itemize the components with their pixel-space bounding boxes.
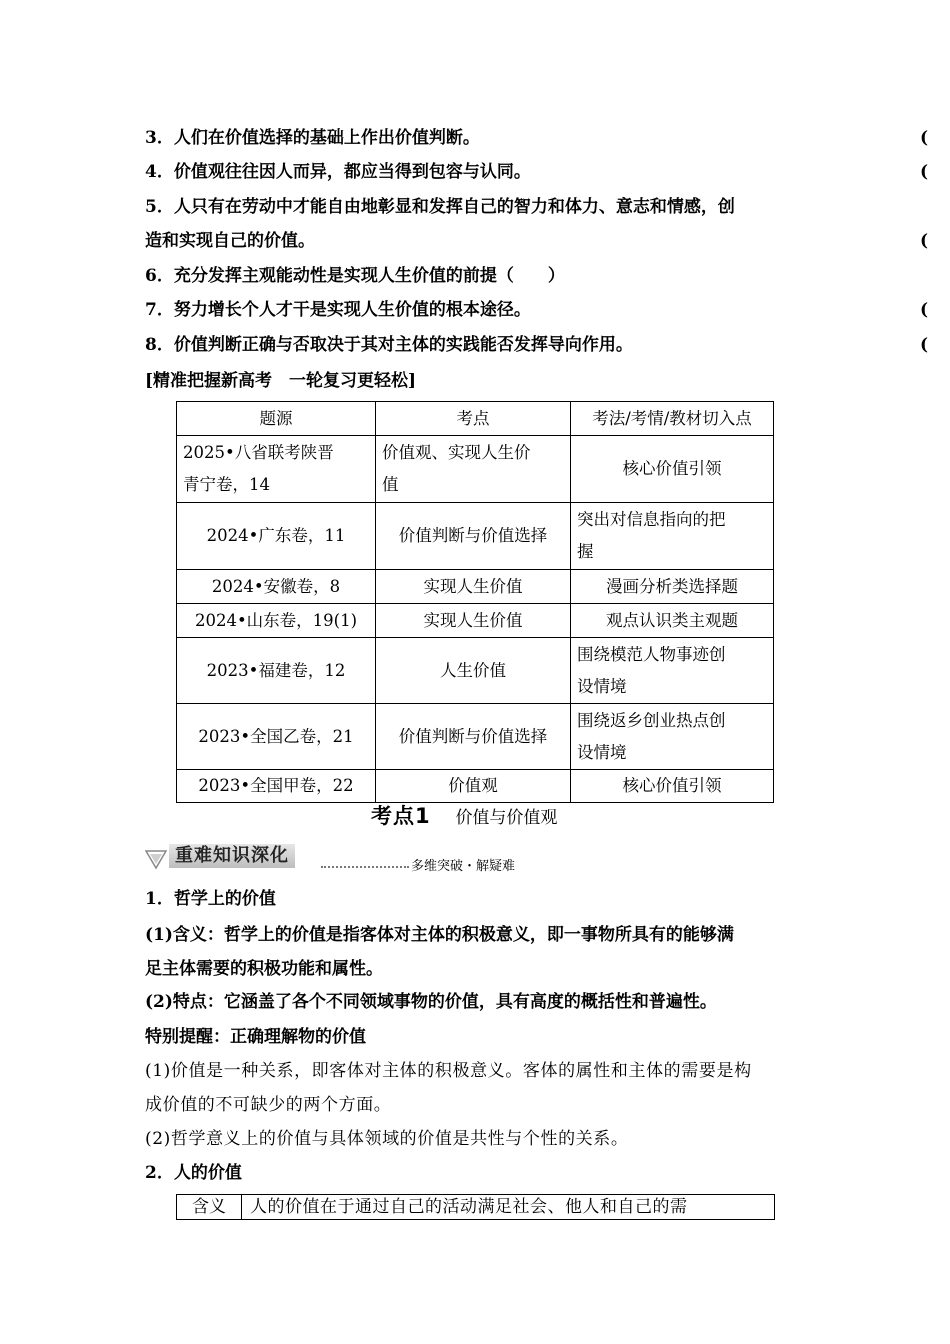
row-5-approach: 围绕模范人物事迹创 设情境 — [571, 638, 774, 704]
heading-philosophy-value: 1．哲学上的价值 — [145, 889, 276, 909]
judgment-5-line-2: 造和实现自己的价值。 — [145, 231, 315, 251]
row-2-source: 2024•广东卷，11 — [177, 503, 376, 570]
banner-dots — [321, 866, 409, 868]
row-4-source: 2024•山东卷，19(1) — [177, 604, 376, 638]
row-1-approach: 核心价值引领 — [571, 436, 774, 503]
value-label: 含义 — [177, 1195, 242, 1220]
para-feature: (2)特点：它涵盖了各个不同领域事物的价值，具有高度的概括性和普遍性。 — [145, 992, 717, 1012]
row-1-source: 2025•八省联考陕晋 青宁卷，14 — [177, 436, 376, 503]
row-3-approach: 漫画分析类选择题 — [571, 570, 774, 604]
table-row — [177, 503, 774, 570]
table-row — [177, 1195, 775, 1220]
kaodian-title — [371, 803, 557, 831]
row-5-topic: 人生价值 — [376, 638, 571, 704]
tip-heading: 特别提醒：正确理解物的价值 — [145, 1027, 366, 1047]
row-7-source: 2023•全国甲卷，22 — [177, 770, 376, 803]
row-4-topic: 实现人生价值 — [376, 604, 571, 638]
table-row — [177, 770, 774, 803]
judgment-3: 3．人们在价值选择的基础上作出价值判断。 — [145, 128, 480, 148]
para-meaning-1: (1)含义：哲学上的价值是指客体对主体的积极意义，即一事物所具有的能够满 — [145, 925, 734, 945]
row-4-approach: 观点认识类主观题 — [571, 604, 774, 638]
exam-source-table — [176, 401, 774, 803]
table-row — [177, 704, 774, 770]
row-7-approach: 核心价值引领 — [571, 770, 774, 803]
row-6-approach: 围绕返乡创业热点创 设情境 — [571, 704, 774, 770]
row-3-source: 2024•安徽卷，8 — [177, 570, 376, 604]
header-topic: 考点 — [376, 402, 571, 436]
table-row — [177, 436, 774, 503]
row-2-approach: 突出对信息指向的把 握 — [571, 503, 774, 570]
judgment-5-paren: ( — [920, 231, 929, 251]
banner-tag: 重难知识深化 — [169, 844, 295, 868]
para-meaning-2: 足主体需要的积极功能和属性。 — [145, 959, 383, 979]
judgment-5-line-1: 5．人只有在劳动中才能自由地彰显和发挥自己的智力和体力、意志和情感，创 — [145, 197, 735, 217]
judgment-7: 7．努力增长个人才干是实现人生价值的根本途径。 — [145, 300, 531, 320]
row-3-topic: 实现人生价值 — [376, 570, 571, 604]
banner-subtitle: 多维突破・解疑难 — [411, 859, 516, 874]
tip-1-line-1: (1)价值是一种关系，即客体对主体的积极意义。客体的属性和主体的需要是构 — [145, 1061, 752, 1081]
judgment-6: 6．充分发挥主观能动性是实现人生价值的前提（ ） — [145, 266, 565, 286]
table-row — [177, 604, 774, 638]
row-1-topic: 价值观、实现人生价 值 — [376, 436, 571, 503]
section-heading: [精准把握新高考 一轮复习更轻松] — [145, 371, 417, 391]
judgment-4: 4．价值观往往因人而异，都应当得到包容与认同。 — [145, 162, 531, 182]
judgment-8: 8．价值判断正确与否取决于其对主体的实践能否发挥导向作用。 — [145, 335, 633, 355]
value-text: 人的价值在于通过自己的活动满足社会、他人和自己的需 — [242, 1195, 775, 1220]
judgment-7-paren: ( — [920, 300, 929, 320]
header-approach: 考法/考情/教材切入点 — [571, 402, 774, 436]
header-source: 题源 — [177, 402, 376, 436]
row-2-topic: 价值判断与价值选择 — [376, 503, 571, 570]
table-row — [177, 638, 774, 704]
kaodian-name: 价值与价值观 — [455, 808, 558, 828]
tip-2: (2)哲学意义上的价值与具体领域的价值是共性与个性的关系。 — [145, 1129, 629, 1149]
triangle-icon — [145, 848, 167, 870]
heading-human-value: 2．人的价值 — [145, 1163, 242, 1183]
row-5-source: 2023•福建卷，12 — [177, 638, 376, 704]
section-banner — [145, 842, 545, 876]
row-6-topic: 价值判断与价值选择 — [376, 704, 571, 770]
tip-1-line-2: 成价值的不可缺少的两个方面。 — [145, 1095, 392, 1115]
kaodian-number: 考点1 — [371, 804, 431, 828]
judgment-8-paren: ( — [920, 335, 929, 355]
judgment-3-paren: ( — [920, 128, 929, 148]
table-row — [177, 570, 774, 604]
row-6-source: 2023•全国乙卷，21 — [177, 704, 376, 770]
table-header-row — [177, 402, 774, 436]
human-value-table — [176, 1194, 775, 1220]
row-7-topic: 价值观 — [376, 770, 571, 803]
judgment-4-paren: ( — [920, 162, 929, 182]
